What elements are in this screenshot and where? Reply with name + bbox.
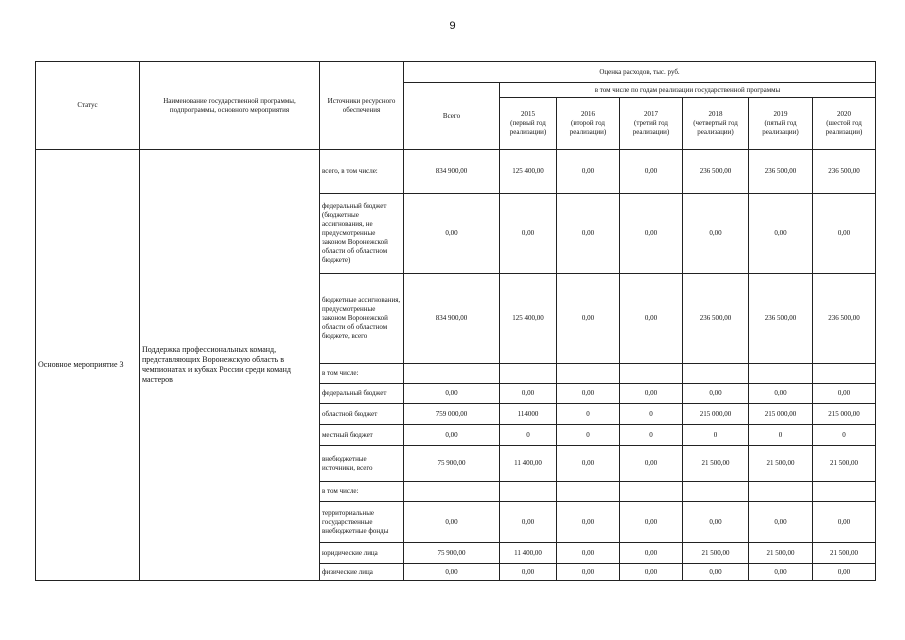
block-name: Поддержка профессиональных команд, представляющих Воронежскую область в чемпионатах и кубках России среди команд мастеров bbox=[140, 150, 320, 581]
value-year-2015: 0,00 bbox=[500, 564, 557, 581]
value-year-2018: 0,00 bbox=[683, 194, 749, 274]
header-year-label: (шестой год реализации) bbox=[825, 119, 863, 136]
source-cell: федеральный бюджет bbox=[320, 384, 404, 404]
value-year-2015: 125 400,00 bbox=[500, 150, 557, 194]
header-year-number: 2018 bbox=[708, 110, 723, 118]
source-cell: физические лица bbox=[320, 564, 404, 581]
header-year-number: 2020 bbox=[837, 110, 851, 118]
value-year-2016 bbox=[557, 364, 620, 384]
value-year-2016: 0 bbox=[557, 425, 620, 446]
value-year-2018: 215 000,00 bbox=[683, 404, 749, 425]
value-year-2019: 21 500,00 bbox=[749, 446, 813, 482]
value-total bbox=[404, 482, 500, 502]
value-year-2018: 236 500,00 bbox=[683, 150, 749, 194]
value-year-2020 bbox=[813, 364, 876, 384]
header-year-2017 bbox=[620, 98, 683, 150]
value-year-2016: 0,00 bbox=[557, 543, 620, 564]
value-year-2019: 0,00 bbox=[749, 384, 813, 404]
value-year-2018: 21 500,00 bbox=[683, 543, 749, 564]
value-year-2020: 21 500,00 bbox=[813, 446, 876, 482]
header-year-2018 bbox=[683, 98, 749, 150]
header-total: Всего bbox=[404, 83, 500, 150]
value-year-2016: 0,00 bbox=[557, 150, 620, 194]
value-year-2016 bbox=[557, 482, 620, 502]
source-cell: в том числе: bbox=[320, 364, 404, 384]
value-year-2015 bbox=[500, 364, 557, 384]
value-year-2019: 0,00 bbox=[749, 502, 813, 543]
header-year-2020 bbox=[813, 98, 876, 150]
header-status: Статус bbox=[36, 62, 140, 150]
value-year-2017: 0,00 bbox=[620, 446, 683, 482]
value-year-2016: 0,00 bbox=[557, 502, 620, 543]
value-year-2020: 0,00 bbox=[813, 384, 876, 404]
value-year-2015 bbox=[500, 482, 557, 502]
header-year-number: 2017 bbox=[644, 110, 658, 118]
value-year-2018: 0 bbox=[683, 425, 749, 446]
header-year-number: 2019 bbox=[773, 110, 788, 118]
header-estimate: Оценка расходов, тыс. руб. bbox=[404, 62, 876, 83]
value-year-2016: 0,00 bbox=[557, 194, 620, 274]
source-cell: внебюджетные источники, всего bbox=[320, 446, 404, 482]
value-year-2017: 0,00 bbox=[620, 274, 683, 364]
value-year-2020: 236 500,00 bbox=[813, 274, 876, 364]
source-cell: всего, в том числе: bbox=[320, 150, 404, 194]
page-number: 9 bbox=[449, 20, 456, 32]
value-year-2018: 0,00 bbox=[683, 502, 749, 543]
header-year-2016 bbox=[557, 98, 620, 150]
value-year-2020: 0,00 bbox=[813, 194, 876, 274]
value-year-2019 bbox=[749, 364, 813, 384]
header-sources: Источники ресурсного обеспечения bbox=[320, 62, 404, 150]
value-year-2019: 0 bbox=[749, 425, 813, 446]
value-total: 834 900,00 bbox=[404, 150, 500, 194]
value-year-2019: 236 500,00 bbox=[749, 150, 813, 194]
header-program-name: Наименование государственной программы, подпрограммы, основного мероприятия bbox=[140, 62, 320, 150]
source-cell: юридические лица bbox=[320, 543, 404, 564]
source-cell: в том числе: bbox=[320, 482, 404, 502]
value-year-2019: 215 000,00 bbox=[749, 404, 813, 425]
header-year-label: (первый год реализации) bbox=[509, 119, 547, 136]
value-year-2020: 21 500,00 bbox=[813, 543, 876, 564]
value-year-2020: 0 bbox=[813, 425, 876, 446]
value-year-2019: 0,00 bbox=[749, 564, 813, 581]
value-year-2015: 0,00 bbox=[500, 194, 557, 274]
value-year-2020 bbox=[813, 482, 876, 502]
value-year-2019: 21 500,00 bbox=[749, 543, 813, 564]
value-year-2019: 0,00 bbox=[749, 194, 813, 274]
value-year-2018: 0,00 bbox=[683, 384, 749, 404]
value-year-2019: 236 500,00 bbox=[749, 274, 813, 364]
value-year-2020: 215 000,00 bbox=[813, 404, 876, 425]
value-year-2017: 0,00 bbox=[620, 502, 683, 543]
header-row-1 bbox=[36, 62, 876, 83]
value-year-2018: 0,00 bbox=[683, 564, 749, 581]
header-year-label: (второй год реализации) bbox=[569, 119, 607, 136]
header-year-label: (четвертый год реализации) bbox=[693, 119, 738, 136]
value-year-2015: 11 400,00 bbox=[500, 543, 557, 564]
value-year-2016: 0,00 bbox=[557, 446, 620, 482]
value-total: 759 000,00 bbox=[404, 404, 500, 425]
value-year-2015: 125 400,00 bbox=[500, 274, 557, 364]
value-year-2015: 0,00 bbox=[500, 384, 557, 404]
value-year-2017: 0,00 bbox=[620, 384, 683, 404]
source-cell: местный бюджет bbox=[320, 425, 404, 446]
table-row bbox=[36, 150, 876, 194]
value-year-2018 bbox=[683, 364, 749, 384]
source-cell: федеральный бюджет (бюджетные ассигнования, не предусмотренные законом Воронежской области об областном бюджете) bbox=[320, 194, 404, 274]
value-total: 75 900,00 bbox=[404, 446, 500, 482]
value-total bbox=[404, 364, 500, 384]
value-year-2017: 0,00 bbox=[620, 194, 683, 274]
value-year-2020: 236 500,00 bbox=[813, 150, 876, 194]
value-year-2017: 0,00 bbox=[620, 150, 683, 194]
header-year-label: (третий год реализации) bbox=[632, 119, 670, 136]
value-year-2017: 0,00 bbox=[620, 564, 683, 581]
value-year-2017: 0 bbox=[620, 425, 683, 446]
header-by-years: в том числе по годам реализации государственной программы bbox=[500, 83, 876, 98]
value-year-2020: 0,00 bbox=[813, 564, 876, 581]
value-total: 75 900,00 bbox=[404, 543, 500, 564]
value-year-2017: 0,00 bbox=[620, 543, 683, 564]
value-year-2016: 0,00 bbox=[557, 384, 620, 404]
header-year-number: 2016 bbox=[581, 110, 595, 118]
value-year-2018 bbox=[683, 482, 749, 502]
value-year-2017: 0 bbox=[620, 404, 683, 425]
source-cell: бюджетные ассигнования, предусмотренные законом Воронежской области об областном бюджете, всего bbox=[320, 274, 404, 364]
value-total: 0,00 bbox=[404, 564, 500, 581]
header-year-label: (пятый год реализации) bbox=[762, 119, 799, 136]
value-total: 834 900,00 bbox=[404, 274, 500, 364]
value-year-2016: 0 bbox=[557, 404, 620, 425]
value-year-2019 bbox=[749, 482, 813, 502]
expenses-table bbox=[35, 61, 876, 581]
source-cell: территориальные государственные внебюджетные фонды bbox=[320, 502, 404, 543]
value-year-2016: 0,00 bbox=[557, 274, 620, 364]
value-year-2015: 0,00 bbox=[500, 502, 557, 543]
value-total: 0,00 bbox=[404, 194, 500, 274]
value-total: 0,00 bbox=[404, 502, 500, 543]
source-cell: областной бюджет bbox=[320, 404, 404, 425]
value-year-2015: 114000 bbox=[500, 404, 557, 425]
value-year-2015: 11 400,00 bbox=[500, 446, 557, 482]
header-year-2019 bbox=[749, 98, 813, 150]
value-total: 0,00 bbox=[404, 384, 500, 404]
header-year-2015 bbox=[500, 98, 557, 150]
value-total: 0,00 bbox=[404, 425, 500, 446]
value-year-2015: 0 bbox=[500, 425, 557, 446]
value-year-2018: 21 500,00 bbox=[683, 446, 749, 482]
value-year-2017 bbox=[620, 482, 683, 502]
header-year-number: 2015 bbox=[521, 110, 535, 118]
value-year-2017 bbox=[620, 364, 683, 384]
block-status: Основное мероприятие 3 bbox=[36, 150, 140, 581]
value-year-2020: 0,00 bbox=[813, 502, 876, 543]
value-year-2016: 0,00 bbox=[557, 564, 620, 581]
value-year-2018: 236 500,00 bbox=[683, 274, 749, 364]
